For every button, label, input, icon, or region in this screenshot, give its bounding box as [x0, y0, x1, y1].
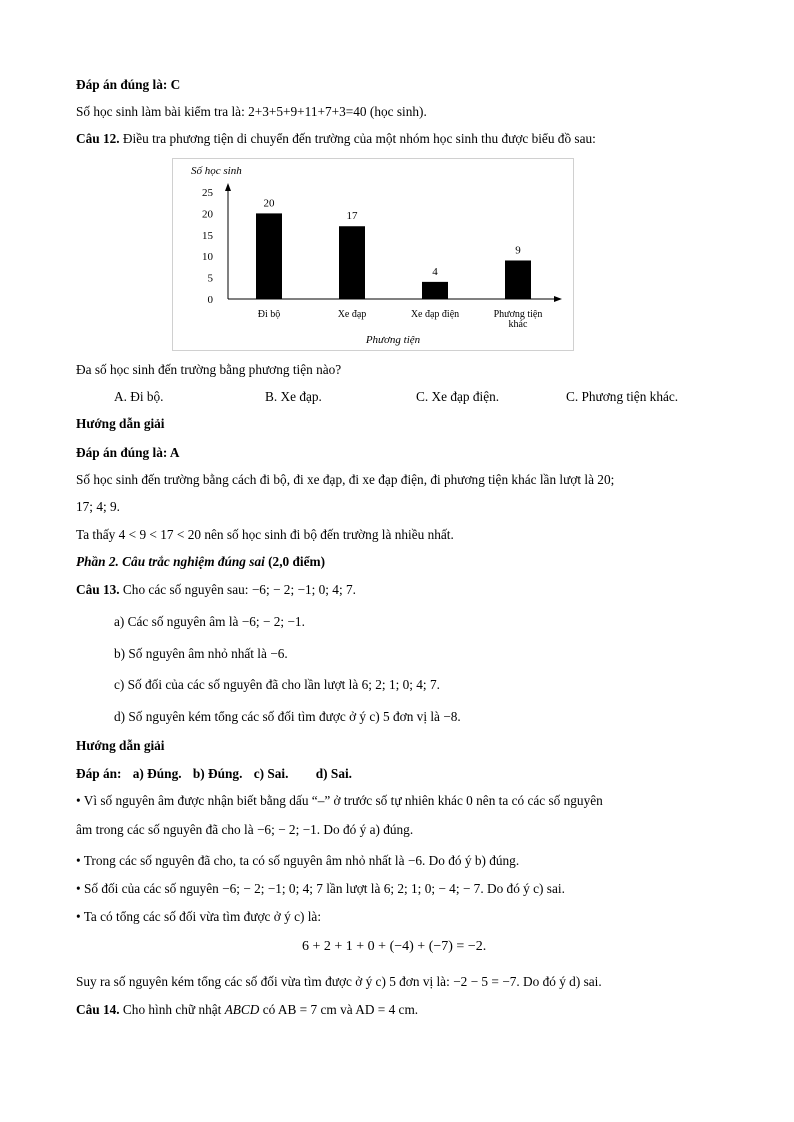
solution-3-pre: • Số đối của các số nguyên	[76, 881, 219, 896]
question-14-rectangle: ABCD	[224, 1002, 260, 1017]
question-12-options	[76, 388, 726, 406]
y-tick-label: 0	[207, 294, 213, 306]
answer-13-a: a) Đúng.	[132, 766, 182, 781]
option-c[interactable]: C. Xe đạp điện.	[416, 389, 500, 404]
y-axis-label: Số học sinh	[191, 165, 242, 177]
answer-13-d: d) Sai.	[315, 766, 352, 781]
question-14-ab: AB = 7 cm	[277, 1002, 337, 1017]
y-tick-label: 5	[207, 272, 213, 285]
solution-2-post: Do đó ý b) đúng.	[428, 853, 520, 868]
x-axis-label: Phương tiện	[365, 334, 421, 346]
answer-a-line-3	[76, 526, 454, 544]
answer-12-title: Đáp án đúng là: C	[76, 77, 181, 92]
statement-a-value: −6; − 2; −1.	[241, 614, 305, 629]
chart-svg	[173, 159, 573, 350]
statement-d-text: d) Số nguyên kém tổng các số đối tìm được ở ý c) 5 đơn vị là	[114, 709, 440, 724]
category-label: khác	[508, 319, 528, 330]
solution-4-equation: 6 + 2 + 1 + 0 + (−4) + (−7) = −2.	[302, 939, 487, 954]
answer-12-text-post: (học sinh).	[369, 104, 427, 119]
solution-2	[76, 852, 519, 870]
category-label: Xe đạp	[337, 309, 367, 320]
bar	[422, 282, 448, 299]
option-d[interactable]: C. Phương tiện khác.	[566, 389, 679, 404]
statement-c-text: c) Số đối của các số nguyên đã cho lần lượt là	[114, 677, 359, 692]
answer-12-text-pre: Số học sinh làm bài kiểm tra là:	[76, 104, 245, 119]
bar	[339, 226, 365, 299]
statement-a-text: a) Các số nguyên âm là	[114, 614, 239, 629]
answer-13-c: c) Sai.	[253, 766, 289, 781]
question-14-ad: AD = 4 cm.	[355, 1002, 419, 1017]
solution-5-equation: −2 − 5 = −7.	[453, 974, 520, 989]
part-2-title: Phần 2. Câu trắc nghiệm đúng sai	[76, 554, 265, 569]
x-axis-arrow	[554, 296, 562, 302]
bar-value-label: 9	[515, 244, 521, 257]
solution-5	[76, 973, 602, 991]
solution-3-mid: lần lượt là	[326, 881, 381, 896]
guide-heading-2: Hướng dẫn giải	[76, 738, 165, 753]
answer-a-line-3-pre: Ta thấy	[76, 527, 116, 542]
y-axis-arrow	[225, 183, 231, 191]
category-label: Đi bộ	[257, 309, 281, 320]
question-14-mid: có	[262, 1002, 276, 1017]
y-tick-label: 10	[202, 251, 213, 264]
answer-a-line-2: 17; 4; 9.	[76, 499, 120, 514]
answer-a-line-3-post: nên số học sinh đi bộ đến trường là nhiều nhất.	[204, 527, 454, 542]
category-label: Phương tiện	[493, 309, 543, 320]
question-12-prompt: Đa số học sinh đến trường bằng phương tiện nào?	[76, 362, 342, 377]
answer-a-inequality: 4 < 9 < 17 < 20	[118, 527, 201, 542]
y-tick-label: 15	[202, 229, 213, 242]
question-13	[76, 581, 356, 599]
statement-d	[114, 708, 461, 726]
solution-5-post: Do đó ý d) sai.	[523, 974, 602, 989]
statement-b	[114, 645, 288, 663]
bar	[256, 213, 282, 299]
solution-1-line-1: • Vì số nguyên âm được nhận biết bằng dấu “–” ở trước số tự nhiên khác 0 nên ta có các số nguyên	[76, 793, 603, 808]
solution-5-pre: Suy ra số nguyên kém tổng các số đối vừa tìm được ở ý c) 5 đơn vị là:	[76, 974, 450, 989]
part-2-heading	[76, 553, 325, 571]
question-14-and: và	[340, 1002, 353, 1017]
answer-a-title: Đáp án đúng là: A	[76, 445, 180, 460]
statement-c-value: 6; 2; 1; 0; 4; 7.	[361, 677, 440, 692]
solution-2-pre: • Trong các số nguyên đã cho, ta có số nguyên âm nhỏ nhất là	[76, 853, 405, 868]
answer-13-summary	[76, 765, 352, 783]
solution-3-post: Do đó ý c) sai.	[486, 881, 565, 896]
solution-2-value: −6.	[407, 853, 426, 868]
statement-d-value: −8.	[443, 709, 461, 724]
question-13-label: Câu 13.	[76, 582, 120, 597]
bar-value-label: 20	[263, 197, 275, 210]
solution-3-set: −6; − 2; −1; 0; 4; 7	[222, 881, 323, 896]
statement-c	[114, 676, 440, 694]
solution-1-value: −6; − 2; −1.	[256, 822, 321, 837]
option-b[interactable]: B. Xe đạp.	[265, 389, 322, 404]
statement-b-text: b) Số nguyên âm nhỏ nhất là	[114, 646, 267, 661]
option-a[interactable]: A. Đi bộ.	[114, 389, 164, 404]
guide-heading-1: Hướng dẫn giải	[76, 416, 165, 431]
answer-12-text	[76, 103, 427, 121]
solution-1-line-2	[76, 821, 413, 839]
category-label: Xe đạp điện	[410, 309, 460, 320]
y-tick-label: 20	[202, 208, 213, 221]
answer-13-b: b) Đúng.	[192, 766, 243, 781]
question-14	[76, 1001, 418, 1019]
solution-3-result: 6; 2; 1; 0; − 4; − 7.	[383, 881, 484, 896]
answer-12-equation: 2+3+5+9+11+7+3=40	[248, 104, 367, 119]
bar-value-label: 4	[432, 265, 438, 278]
question-12	[76, 130, 596, 148]
answer-a-line-1: Số học sinh đến trường bằng cách đi bộ, đi xe đạp, đi xe đạp điện, đi phương tiện khác lần lượt là 20;	[76, 472, 615, 487]
statement-b-value: −6.	[270, 646, 288, 661]
part-2-score: (2,0 điểm)	[268, 554, 325, 569]
solution-3	[76, 880, 565, 898]
bar-value-label: 17	[346, 210, 358, 223]
solution-1-pre: âm trong các số nguyên đã cho là	[76, 822, 254, 837]
solution-1-post: Do đó ý a) đúng.	[323, 822, 414, 837]
question-13-set: −6; − 2; −1; 0; 4; 7.	[251, 582, 356, 597]
question-12-text: Điều tra phương tiện di chuyển đến trường của một nhóm học sinh thu được biểu đồ sau:	[122, 131, 596, 146]
question-13-text: Cho các số nguyên sau:	[122, 582, 249, 597]
question-14-pre: Cho hình chữ nhật	[122, 1002, 222, 1017]
vehicle-bar-chart	[172, 158, 574, 351]
bar	[505, 260, 531, 299]
y-tick-label: 25	[202, 187, 213, 199]
question-12-label: Câu 12.	[76, 131, 120, 146]
solution-4-line: • Ta có tổng các số đối vừa tìm được ở ý c) là:	[76, 909, 322, 924]
question-14-label: Câu 14.	[76, 1002, 120, 1017]
answer-13-label: Đáp án:	[76, 766, 122, 781]
statement-a	[114, 613, 305, 631]
